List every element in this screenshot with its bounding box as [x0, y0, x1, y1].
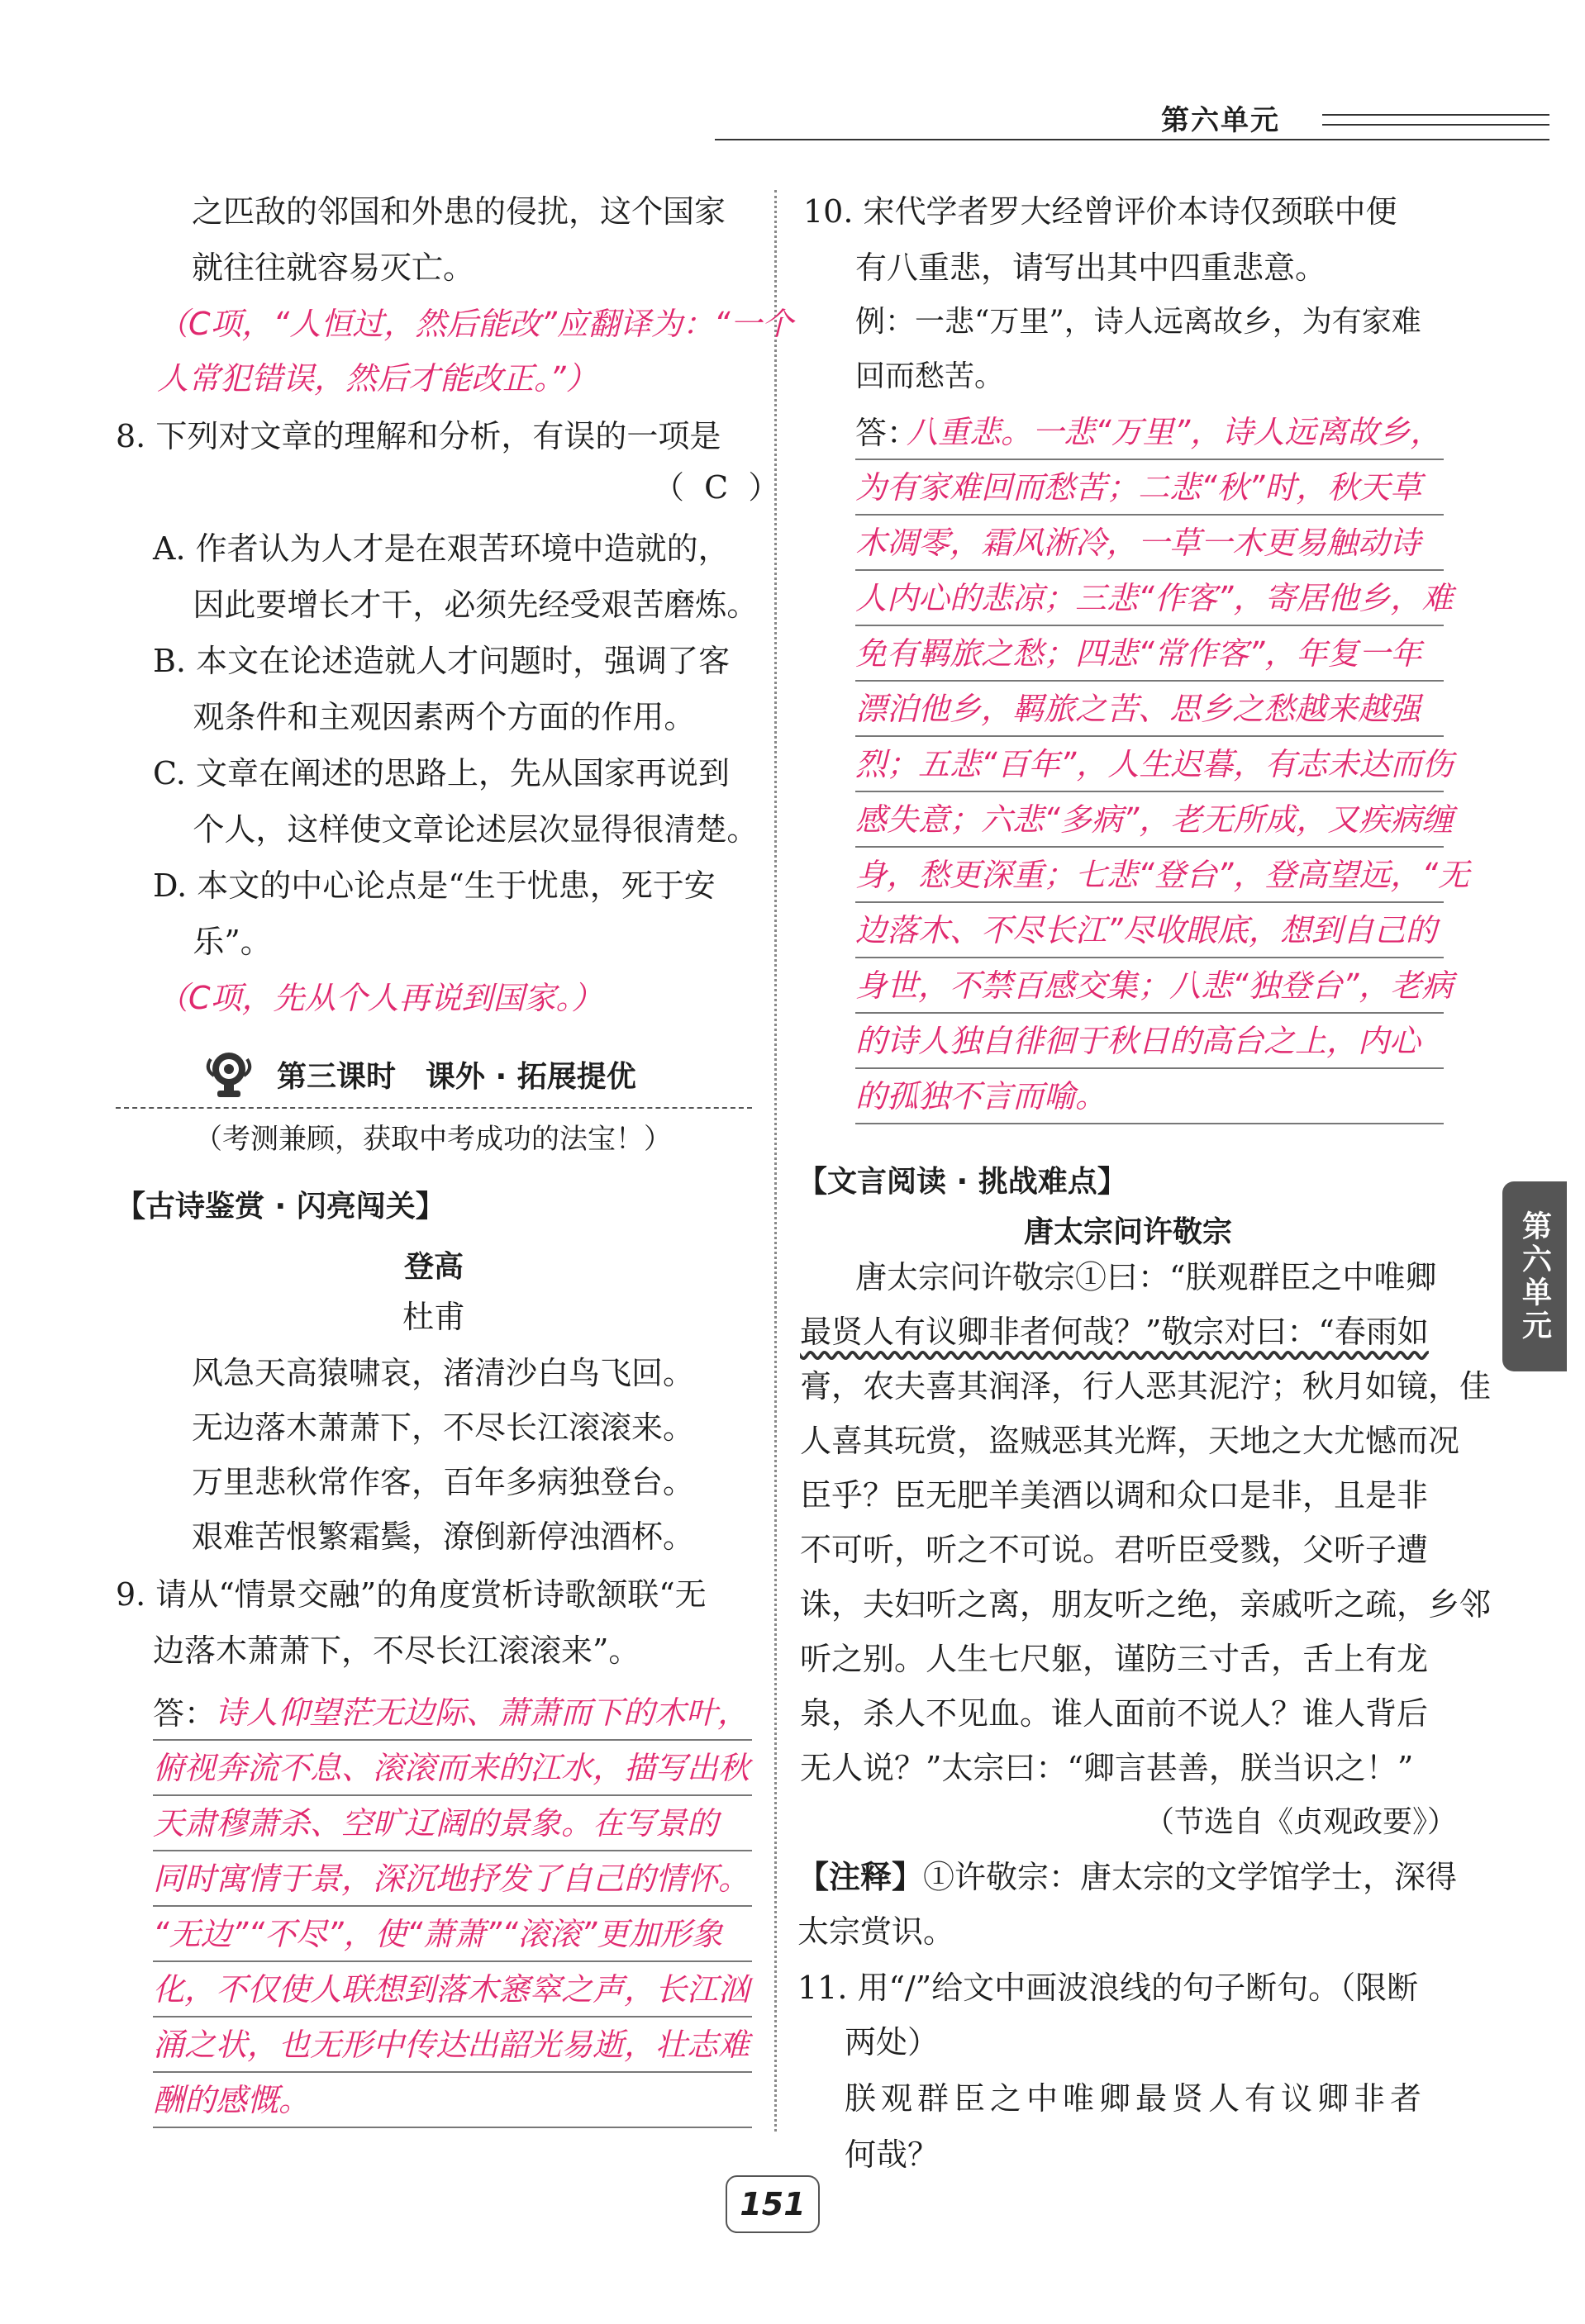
q10-answer-line: 的孤独不言而喻。	[855, 1069, 1444, 1124]
trophy-icon	[202, 1048, 255, 1100]
classical-line-5: 臣乎？臣无肥羊美酒以调和众口是非，且是非	[800, 1477, 1429, 1514]
classical-source: （节选自《贞观政要》）	[1145, 1805, 1458, 1839]
q10-answer-line: 身，愁更深重；七悲“登台”，登高望远，“无	[855, 848, 1444, 903]
poem-line-2: 无边落木萧萧下，不尽长江滚滚来。	[192, 1409, 695, 1446]
q8-answer: （ C ）	[653, 469, 780, 506]
header-rule-3	[1322, 124, 1549, 126]
q10-answer-line: 为有家难回而愁苦；二悲“秋”时，秋天草	[855, 460, 1444, 516]
q10-answer-line: 免有羁旅之愁；四悲“常作客”，年复一年	[855, 626, 1444, 682]
q7-note-line2: 人常犯错误，然后才能改正。”）	[157, 360, 597, 397]
q11-text-1: 朕观群臣之中唯卿最贤人有议卿非者	[845, 2080, 1427, 2117]
q9-answer-line: 天肃穆萧杀、空旷辽阔的景象。在写景的	[153, 1796, 752, 1851]
q10-answer-line: 人内心的悲凉；三悲“作客”，寄居他乡，难	[855, 571, 1444, 626]
poem-section-title: 【古诗鉴赏 · 闪亮闯关】	[116, 1190, 445, 1224]
q7-note-line1: （C项，“人恒过，然后能改”应翻译为：“一个	[157, 306, 793, 342]
classical-line-1	[855, 1249, 1436, 1305]
passage-continuation-2: 就往往就容易灭亡。	[192, 250, 475, 286]
classical-line-2: 最贤人有议卿非者何哉？”敬宗对曰：“春雨如	[800, 1314, 1429, 1350]
q9-stem-1: 9. 请从“情景交融”的角度赏析诗歌颔联“无	[116, 1576, 707, 1613]
classical-section-title: 【文言阅读 · 挑战难点】	[797, 1165, 1127, 1199]
q10-stem-1: 10. 宋代学者罗大经曾评价本诗仅颈联中便	[803, 193, 1397, 230]
q8-stem: 8. 下列对文章的理解和分析，有误的一项是	[116, 418, 721, 454]
q10-answer-line: 木凋零，霜风淅冷，一草一木更易触动诗	[855, 516, 1444, 571]
poem-line-4: 艰难苦恨繁霜鬓，潦倒新停浊酒杯。	[192, 1518, 695, 1555]
q9-answer-line: 俯视奔流不息、滚滚而来的江水，描写出秋	[153, 1741, 752, 1796]
q8-note: （C项，先从个人再说到国家。）	[157, 980, 603, 1016]
q10-answer-line: 八重悲。一悲“万里”，诗人远离故乡，	[855, 405, 1444, 460]
q9-answer-line: 同时寓情于景，深沉地抒发了自己的情怀。	[153, 1851, 752, 1907]
q10-answer-line: 感失意；六悲“多病”，老无所成，又疾病缠	[855, 792, 1444, 848]
q9-answer	[153, 1685, 752, 2128]
passage-continuation-1: 之匹敌的邻国和外患的侵扰，这个国家	[192, 193, 726, 230]
lesson-divider	[116, 1107, 752, 1109]
q9-answer-line: 化，不仅使人联想到落木窸窣之声，长江汹	[153, 1962, 752, 2017]
q10-answer-line: 漂泊他乡，羁旅之苦、思乡之愁越来越强	[855, 682, 1444, 737]
unit-side-tab: 第六单元	[1502, 1181, 1567, 1371]
q11-stem-2: 两处）	[845, 2024, 940, 2060]
annotation-line-1	[797, 1849, 1457, 1905]
poem-line-3: 万里悲秋常作客，百年多病独登台。	[192, 1464, 695, 1500]
q8-option-a-2: 因此要增长才干，必须先经受艰苦磨炼。	[153, 587, 759, 623]
q8-option-d-1: D. 本文的中心论点是“生于忧患，死于安	[153, 867, 716, 904]
q10-answer-line: 的诗人独自徘徊于秋日的高台之上，内心	[855, 1014, 1444, 1069]
classical-title: 唐太宗问许敬宗	[1023, 1215, 1232, 1249]
q8-option-c-2: 个人，这样使文章论述层次显得很清楚。	[153, 811, 759, 848]
q8-option-b-2: 观条件和主观因素两个方面的作用。	[153, 699, 696, 735]
header-rule-2	[1322, 114, 1549, 116]
classical-line-10: 无人说？”太宗曰：“卿言甚善，朕当识之！”	[800, 1750, 1414, 1786]
classical-line-8: 听之别。人生七尺躯，谨防三寸舌，舌上有龙	[800, 1641, 1429, 1677]
classical-text: 唐太宗问许敬宗①曰：“朕观群臣之中唯卿	[855, 1259, 1437, 1295]
q8-option-b-1: B. 本文在论述造就人才问题时，强调了客	[153, 643, 731, 679]
poem-line-1: 风急天高猿啸哀，渚清沙白鸟飞回。	[192, 1355, 695, 1391]
q11-stem-1: 11. 用“/”给文中画波浪线的句子断句。（限断	[797, 1970, 1419, 2006]
q10-example-1: 例：一悲“万里”，诗人远离故乡，为有家难	[855, 305, 1421, 339]
classical-line-6: 不可听，听之不可说。君听臣受戮，父听子遭	[800, 1532, 1429, 1568]
lesson-title: 第三课时 课外 · 拓展提优	[277, 1060, 636, 1094]
q10-answer-line: 边落木、不尽长江”尽收眼底，想到自己的	[855, 903, 1444, 958]
q8-option-c-1: C. 文章在阐述的思路上，先从国家再说到	[153, 755, 730, 791]
q9-stem-2: 边落木萧萧下，不尽长江滚滚来”。	[153, 1633, 640, 1669]
poem-author: 杜甫	[402, 1299, 465, 1335]
q9-answer-line: “无边”“不尽”，使“萧萧”“滚滚”更加形象	[153, 1907, 752, 1962]
poem-title: 登高	[403, 1250, 464, 1284]
lesson-subtitle: （考测兼顾，获取中考成功的法宝！）	[194, 1123, 672, 1156]
q10-example-2: 回而愁苦。	[855, 359, 1005, 393]
unit-title: 第六单元	[1161, 104, 1280, 137]
classical-line-4: 人喜其玩赏，盗贼恶其光辉，天地之大尤憾而况	[800, 1423, 1460, 1459]
annotation-line-2: 太宗赏识。	[797, 1913, 955, 1950]
q9-answer-line: 酬的感慨。	[153, 2073, 752, 2128]
q8-option-a-1: A. 作者认为人才是在艰苦环境中造就的，	[153, 530, 730, 567]
q9-answer-label: 答：	[153, 1695, 217, 1732]
classical-line-7: 诛，夫妇听之离，朋友听之绝，亲戚听之疏，乡邻	[800, 1586, 1492, 1623]
classical-line-9: 泉，杀人不见血。谁人面前不说人？谁人背后	[800, 1695, 1429, 1732]
q9-answer-line: 涌之状，也无形中传达出韶光易逝，壮志难	[153, 2017, 752, 2073]
classical-line-3: 膏，农夫喜其润泽，行人恶其泥泞；秋月如镜，佳	[800, 1368, 1492, 1404]
q10-answer	[855, 405, 1470, 1124]
page-number: 151	[726, 2175, 820, 2233]
annotation-label: 【注释】	[797, 1859, 924, 1895]
q9-answer-line: 诗人仰望茫无边际、萧萧而下的木叶，	[153, 1685, 752, 1741]
q10-stem-2: 有八重悲，请写出其中四重悲意。	[855, 250, 1327, 286]
q10-answer-line: 烈；五悲“百年”，人生迟暮，有志未达而伤	[855, 737, 1444, 792]
q10-answer-label: 答：	[855, 415, 919, 451]
annotation-text: ①许敬宗：唐太宗的文学馆学士，深得	[923, 1859, 1458, 1895]
q11-text-2: 何哉？	[845, 2136, 940, 2173]
q10-answer-line: 身世，不禁百感交集；八悲“独登台”，老病	[855, 958, 1444, 1014]
q8-option-d-2: 乐”。	[153, 924, 272, 960]
header-rule	[715, 139, 1549, 140]
